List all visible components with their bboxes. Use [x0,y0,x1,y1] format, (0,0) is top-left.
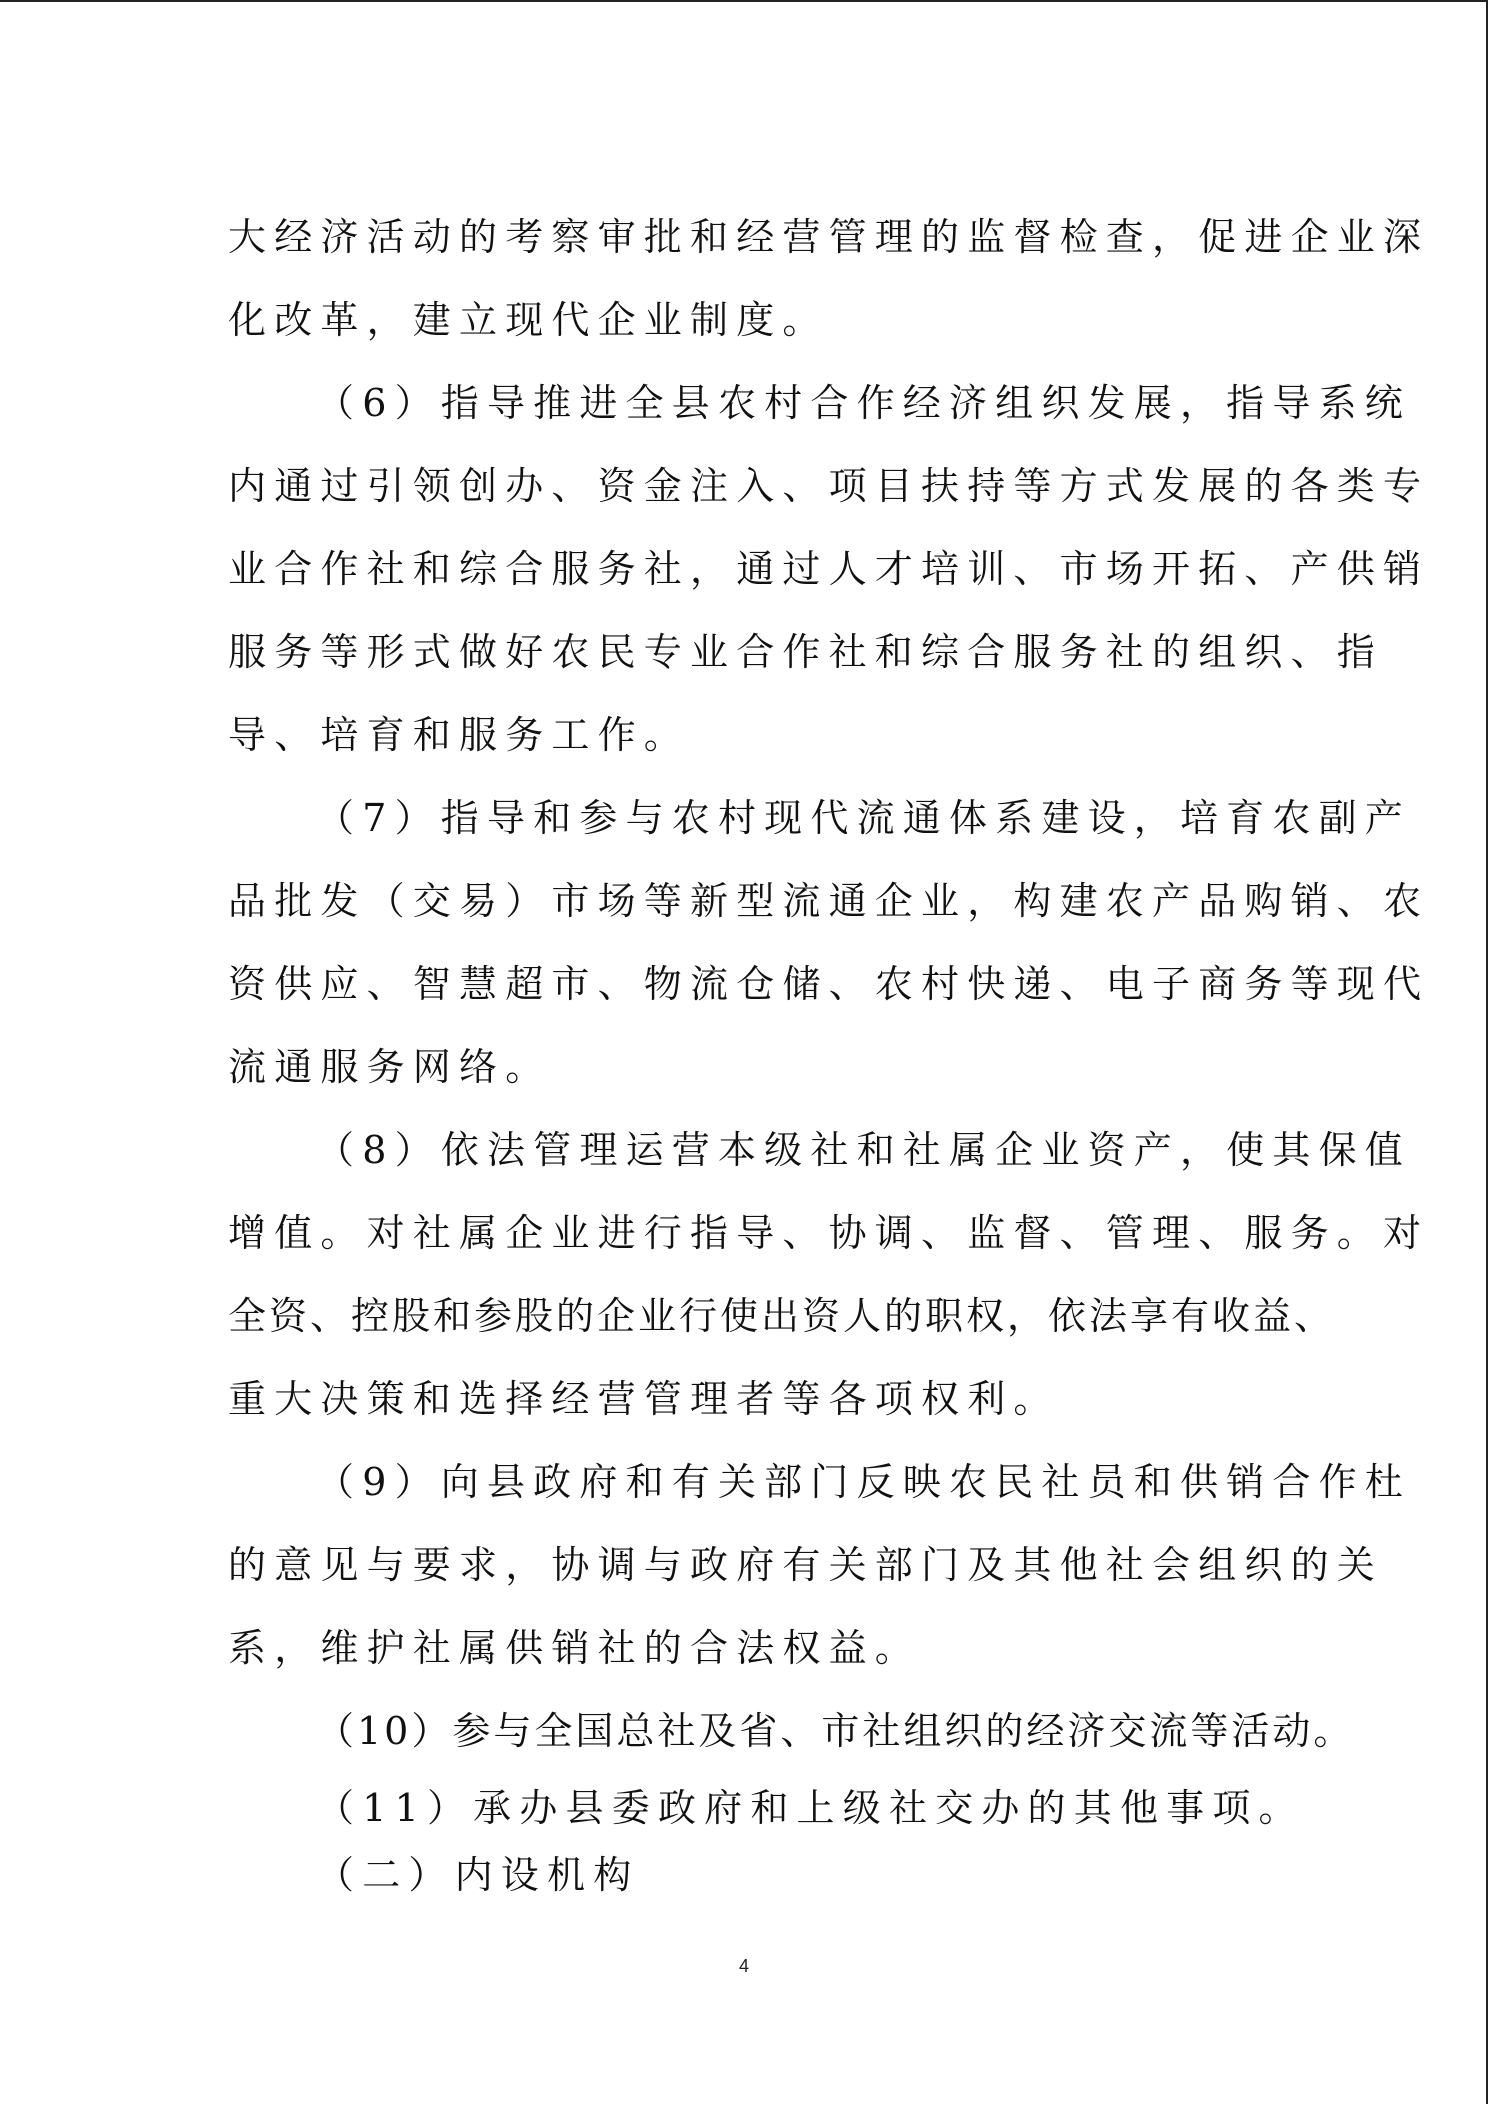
text-line: 品批发（交易）市场等新型流通企业，构建农产品购销、农 [228,879,1430,923]
text-line: 资供应、智慧超市、物流仓储、农村快递、电子商务等现代 [228,962,1430,1006]
text-line: （8）依法管理运营本级社和社属企业资产，使其保值 [316,1128,1411,1172]
text-line: 导、培育和服务工作。 [228,713,691,757]
text-line: 流通服务网络。 [228,1045,552,1089]
text-line: 全资、控股和参股的企业行使出资人的职权，依法享有收益、 [228,1294,1336,1338]
text-line: （6）指导推进全县农村合作经济组织发展，指导系统 [316,381,1411,425]
text-line: 重大决策和选择经营管理者等各项权利。 [228,1377,1060,1421]
section-heading: （二）内设机构 [316,1853,640,1897]
text-line: 大经济活动的考察审批和经营管理的监督检查，促进企业深 [228,215,1430,259]
text-line: （11）承办县委政府和上级社交办的其他事项。 [316,1786,1305,1830]
text-line: 业合作社和综合服务社，通过人才培训、市场开拓、产供销 [228,547,1430,591]
document-body [228,196,1430,1907]
text-line: 服务等形式做好农民专业合作社和综合服务社的组织、指 [228,630,1384,674]
text-line: 的意见与要求，协调与政府有关部门及其他社会组织的关 [228,1543,1384,1587]
text-line: 系，维护社属供销社的合法权益。 [228,1626,922,1670]
text-line: 化改革，建立现代企业制度。 [228,298,829,342]
text-line: （9）向县政府和有关部门反映农民社员和供销合作杜 [316,1460,1411,1504]
text-line: （7）指导和参与农村现代流通体系建设，培育农副产 [316,796,1411,840]
text-line: （10）参与全国总社及省、市社组织的经济交流等活动。 [316,1709,1355,1753]
text-line: 增值。对社属企业进行指导、协调、监督、管理、服务。对 [228,1211,1430,1255]
text-line: 内通过引领创办、资金注入、项目扶持等方式发展的各类专 [228,464,1430,508]
page-number: 4 [738,1956,749,1976]
